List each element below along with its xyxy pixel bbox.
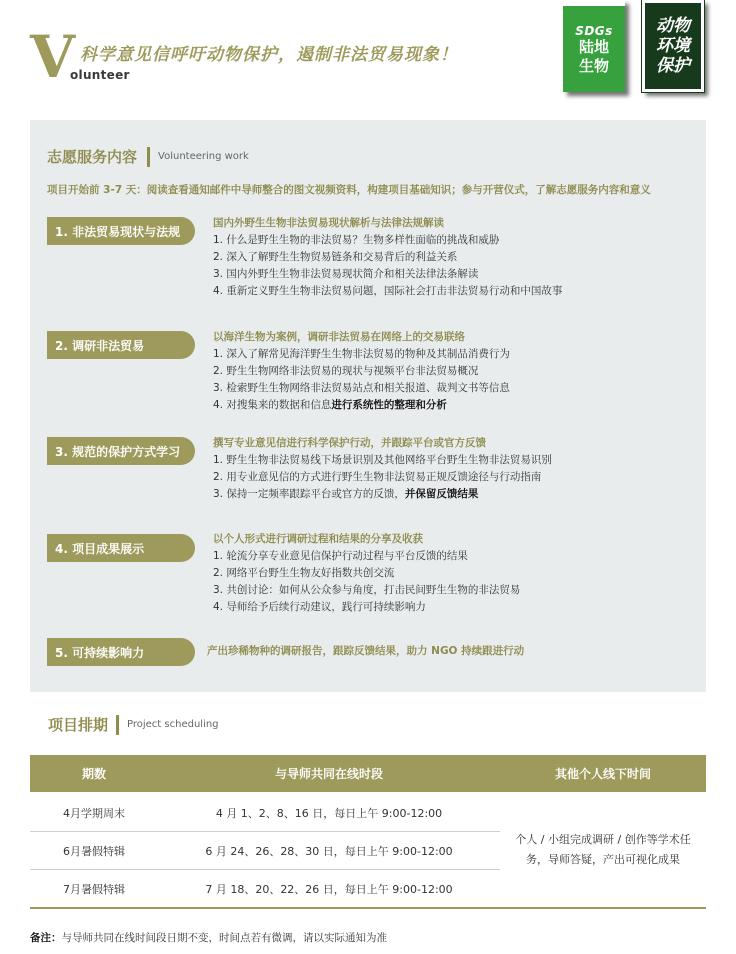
animal-badge-line: 动物 — [656, 16, 690, 36]
step-item: 4. 导师给予后续行动建议，践行可持续影响力 — [213, 601, 426, 613]
step-item-text: 4. 对搜集来的数据和信息 — [213, 399, 332, 411]
table-cell-offline-time: 个人 / 小组完成调研 / 创作等学术任务，导师答疑，产出可视化成果 — [515, 832, 691, 866]
footnote-label: 备注： — [30, 932, 62, 944]
table-row — [30, 870, 500, 907]
column-header: 与导师共同在线时段 — [274, 767, 383, 781]
animal-badge-line: 环境 — [656, 36, 690, 56]
table-row — [30, 794, 500, 831]
step-item: 2. 用专业意见信的方式进行野生生物非法贸易正规反馈途径与行动指南 — [213, 471, 542, 483]
schedule-title: 项目排期 — [48, 716, 109, 734]
step-item: 1. 野生生物非法贸易线下场景识别及其他网络平台野生生物非法贸易识别 — [213, 454, 552, 466]
step-item — [213, 397, 510, 414]
step-item: 1. 轮流分享专业意见信保护行动过程与平台反馈的结果 — [213, 550, 468, 562]
step-item: 1. 深入了解常见海洋野生生物非法贸易的物种及其制品消费行为 — [213, 348, 510, 360]
table-body — [30, 792, 706, 909]
animal-badge-line: 保护 — [656, 56, 690, 76]
logo-letter: V — [30, 23, 76, 91]
service-section-heading — [47, 146, 249, 167]
step-2-label: 2. 调研非法贸易 — [47, 331, 195, 359]
step-4-title: 以个人形式进行调研过程和结果的分享及收获 — [213, 533, 423, 545]
sdg-badge-line: 陆地 — [578, 38, 609, 56]
step-3-content — [213, 435, 552, 503]
step-item: 4. 重新定义野生生物非法贸易问题，国际社会打击非法贸易行动和中国故事 — [213, 285, 563, 297]
table-cell-online-time: 7 月 18、20、22、26 日，每日上午 9:00-12:00 — [205, 882, 453, 896]
service-title-en: Volunteering work — [158, 151, 249, 162]
heading-divider — [116, 715, 119, 735]
step-item: 3. 共创讨论：如何从公众参与角度，打击民间野生生物的非法贸易 — [213, 584, 521, 596]
step-4-label: 4. 项目成果展示 — [47, 534, 195, 562]
logo-word: olunteer — [70, 68, 130, 82]
step-item-text: 3. 保持一定频率跟踪平台或官方的反馈， — [213, 488, 405, 500]
sdg-badge — [563, 0, 625, 92]
service-panel — [30, 120, 706, 692]
table-cell-period: 7月暑假特辑 — [63, 882, 125, 896]
sdg-badge-line: 生物 — [578, 57, 609, 75]
heading-divider — [147, 147, 150, 167]
column-header: 期数 — [81, 767, 106, 781]
footnote-text: 与导师共同在线时间段日期不变，时间点若有微调，请以实际通知为准 — [61, 932, 387, 944]
sdg-badge-top: SDGs — [575, 24, 613, 38]
step-item — [213, 486, 552, 503]
step-1-label: 1. 非法贸易现状与法规 — [47, 217, 195, 245]
step-item: 2. 深入了解野生生物贸易链条和交易背后的利益关系 — [213, 251, 458, 263]
step-item-emphasis: 进行系统性的整理和分析 — [331, 399, 447, 411]
step-1-title: 国内外野生生物非法贸易现状解析与法律法规解读 — [213, 217, 444, 229]
table-row — [30, 832, 500, 869]
step-item: 3. 检索野生生物网络非法贸易站点和相关报道、裁判文书等信息 — [213, 382, 510, 394]
step-5-label: 5. 可持续影响力 — [47, 638, 195, 666]
schedule-title-en: Project scheduling — [127, 719, 219, 730]
table-header — [30, 755, 706, 792]
table-cell-period: 4月学期周末 — [63, 806, 125, 820]
step-item: 3. 国内外野生生物非法贸易现状简介和相关法律法条解读 — [213, 268, 479, 280]
step-item: 1. 什么是野生生物的非法贸易？生物多样性面临的挑战和威胁 — [213, 234, 500, 246]
schedule-table — [30, 755, 706, 909]
step-2-title: 以海洋生物为案例，调研非法贸易在网络上的交易联络 — [213, 331, 465, 343]
service-intro: 项目开始前 3-7 天：阅读查看通知邮件中导师整合的图文视频资料，构建项目基础知识；参与开营仪式，了解志愿服务内容和意义 — [47, 184, 651, 196]
step-item: 2. 网络平台野生生物友好指数共创交流 — [213, 567, 395, 579]
step-4-content — [213, 531, 520, 616]
step-2-content — [213, 329, 510, 414]
headline: 科学意见信呼吁动物保护，遏制非法贸易现象！ — [80, 45, 458, 65]
table-cell-online-time: 4 月 1、2、8、16 日，每日上午 9:00-12:00 — [215, 806, 443, 820]
animal-protection-badge — [642, 0, 704, 92]
table-cell-online-time: 6 月 24、26、28、30 日，每日上午 9:00-12:00 — [205, 844, 453, 858]
column-header: 其他个人线下时间 — [554, 767, 651, 781]
footnote — [30, 930, 387, 945]
step-5-text: 产出珍稀物种的调研报告，跟踪反馈结果，助力 NGO 持续跟进行动 — [207, 645, 525, 657]
step-3-label: 3. 规范的保护方式学习 — [47, 437, 195, 465]
step-1-content — [213, 215, 562, 300]
service-title: 志愿服务内容 — [47, 148, 138, 166]
step-item-emphasis: 并保留反馈结果 — [404, 488, 479, 500]
step-item: 2. 野生生物网络非法贸易的现状与视频平台非法贸易概况 — [213, 365, 479, 377]
table-cell-period: 6月暑假特辑 — [63, 844, 125, 858]
step-3-title: 撰写专业意见信进行科学保护行动，并跟踪平台或官方反馈 — [213, 437, 486, 449]
schedule-section-heading — [48, 714, 219, 735]
